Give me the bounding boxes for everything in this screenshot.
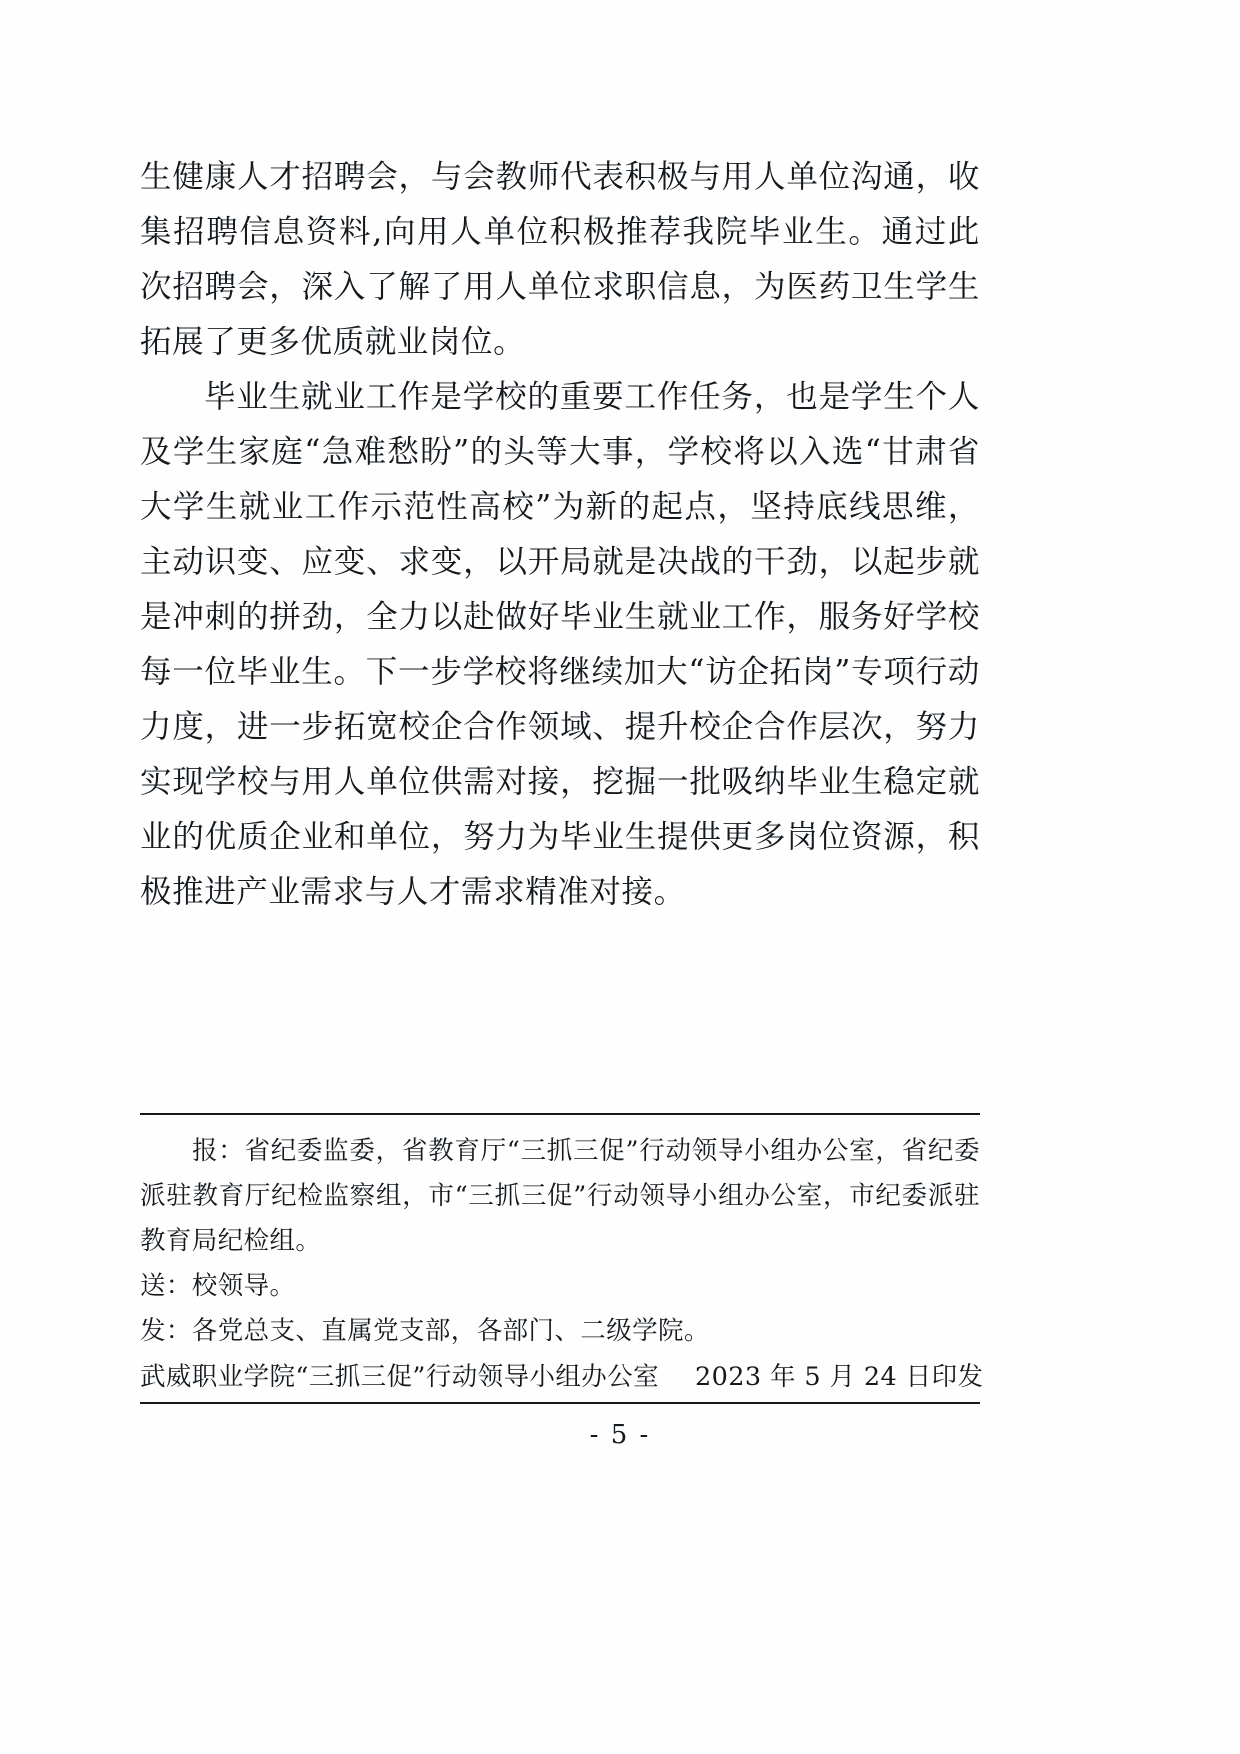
distribution-issue-line: 发：各党总支、直属党支部，各部门、二级学院。 [140,1316,710,1346]
footer-top-divider [140,1113,980,1115]
paragraph-1: 生健康人才招聘会，与会教师代表积极与用人单位沟通，收集招聘信息资料,向用人单位积极推荐我院毕业生。通过此次招聘会，深入了解了用人单位求职信息，为医药卫生学生拓展了更多优质就业岗位。 [140,159,980,360]
issuer-name: 武威职业学院“三抓三促”行动领导小组办公室 [140,1362,659,1392]
distribution-report-line: 报：省纪委监委，省教育厅“三抓三促”行动领导小组办公室，省纪委派驻教育厅纪检监察组，市“三抓三促”行动领导小组办公室，市纪委派驻教育局纪检组。 [140,1136,980,1256]
distribution-send-line: 送：校领导。 [140,1271,296,1301]
footer-bottom-divider [140,1402,980,1404]
document-body [140,150,980,920]
issuer-date: 2023 年 5 月 24 日印发 [694,1362,984,1392]
page-number: - 5 - [589,1420,651,1450]
issuer-row [140,1356,984,1402]
distribution-footer [140,1113,984,1404]
paragraph-2: 毕业生就业工作是学校的重要工作任务，也是学生个人及学生家庭“急难愁盼”的头等大事，学校将以入选“甘肃省大学生就业工作示范性高校”为新的起点，坚持底线思维，主动识变、应变、求变，以开局就是决战的干劲，以起步就是冲刺的拼劲，全力以赴做好毕业生就业工作，服务好学校每一位毕业生。下一步学校将继续加大“访企拓岗”专项行动力度，进一步拓宽校企合作领域、提升校企合作层次，努力实现学校与用人单位供需对接，挖掘一批吸纳毕业生稳定就业的优质企业和单位，努力为毕业生提供更多岗位资源，积极推进产业需求与人才需求精准对接。 [140,379,980,910]
